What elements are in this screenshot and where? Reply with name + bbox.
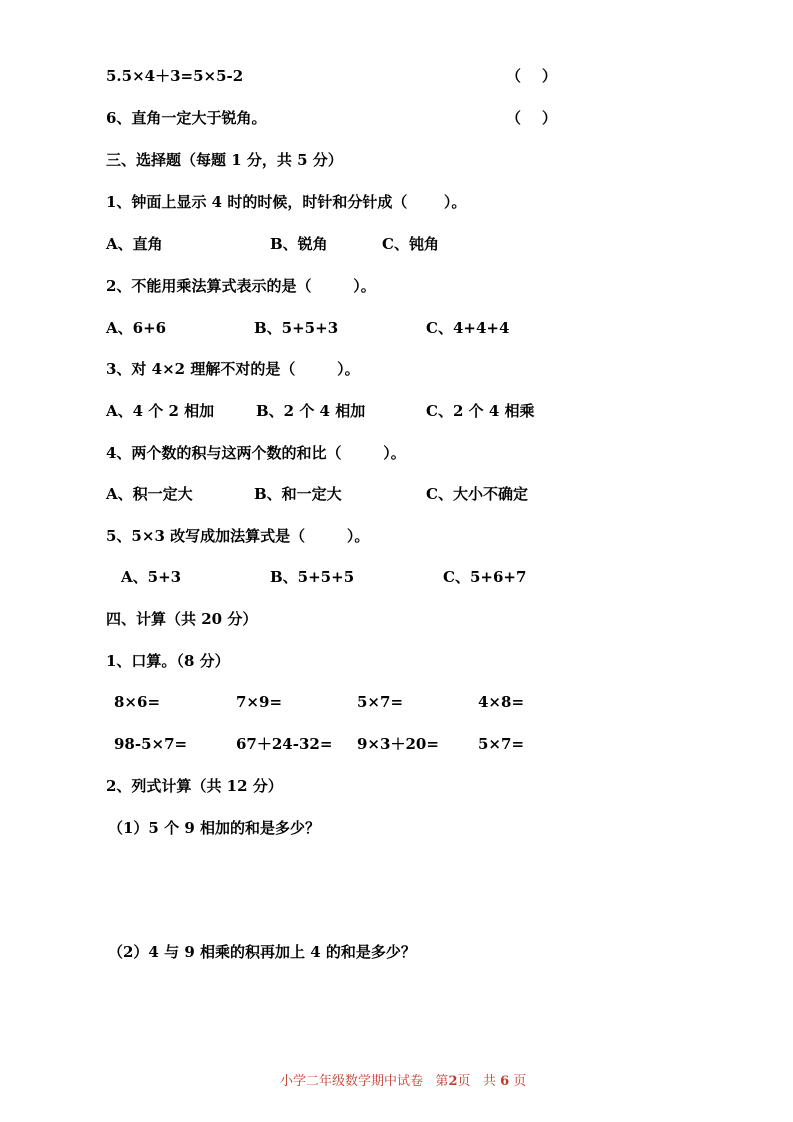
footer-page-suffix: 页 [457,1074,471,1089]
choice-q5-c: C、5+6+7 [443,568,527,586]
footer-page-num: 2 [448,1074,458,1089]
written-q2: （2）4 与 9 相乘的积再加上 4 的和是多少？ [108,943,416,961]
choice-q5-a: A、5+3 [121,568,182,586]
choice-q4-b: B、和一定大 [254,485,342,503]
judge-q6: 6、直角一定大于锐角。 [106,109,267,127]
oral-r2-c4: 5×7= [478,735,525,753]
footer-total-suffix: 页 [513,1074,527,1089]
choice-q3-c: C、2 个 4 相乘 [426,402,535,420]
page-footer [280,1070,526,1089]
footer-page-prefix: 第 [435,1074,449,1089]
choice-q3-b: B、2 个 4 相加 [256,402,366,420]
choice-q2-c: C、4+4+4 [426,319,510,337]
choice-q2-b: B、5+5+3 [254,319,339,337]
choice-q1-c: C、钝角 [382,235,439,253]
oral-r1-c4: 4×8= [478,693,525,711]
section4-title: 四、计算（共 20 分） [106,610,258,628]
choice-q1-b: B、锐角 [270,235,328,253]
choice-q3: 3、对 4×2 理解不对的是（ ）。 [106,360,360,378]
choice-q5: 5、5×3 改写成加法算式是（ ）。 [106,527,370,545]
choice-q4-c: C、大小不确定 [426,485,528,503]
oral-r1-c2: 7×9= [236,693,283,711]
oral-r2-c1: 98-5×7= [114,735,188,753]
choice-q2-a: A、6+6 [106,319,167,337]
section3-title: 三、选择题（每题 1 分，共 5 分） [106,151,343,169]
oral-calc-title: 1、口算。（8 分） [106,652,230,670]
choice-q1: 1、钟面上显示 4 时的时候，时针和分针成（ ）。 [106,193,467,211]
footer-title: 小学二年级数学期中试卷 [280,1074,424,1089]
written-q1: （1）5 个 9 相加的和是多少？ [108,819,320,837]
choice-q2: 2、不能用乘法算式表示的是（ ）。 [106,277,376,295]
oral-r1-c3: 5×7= [357,693,404,711]
choice-q3-a: A、4 个 2 相加 [106,402,215,420]
choice-q4-a: A、积一定大 [106,485,193,503]
choice-q1-a: A、直角 [106,235,163,253]
judge-q5: 5.5×4＋3=5×5-2 [106,67,244,85]
footer-total-num: 6 [500,1074,510,1089]
oral-r1-c1: 8×6= [114,693,161,711]
written-calc-title: 2、列式计算（共 12 分） [106,777,283,795]
choice-q5-b: B、5+5+5 [270,568,355,586]
judge-q6-answer-paren: （ ） [506,109,557,127]
oral-r2-c2: 67＋24-32= [236,735,333,753]
footer-total-prefix: 共 [482,1074,496,1089]
choice-q4: 4、两个数的积与这两个数的和比（ ）。 [106,444,406,462]
oral-r2-c3: 9×3＋20= [357,735,439,753]
judge-q5-answer-paren: （ ） [506,67,557,85]
